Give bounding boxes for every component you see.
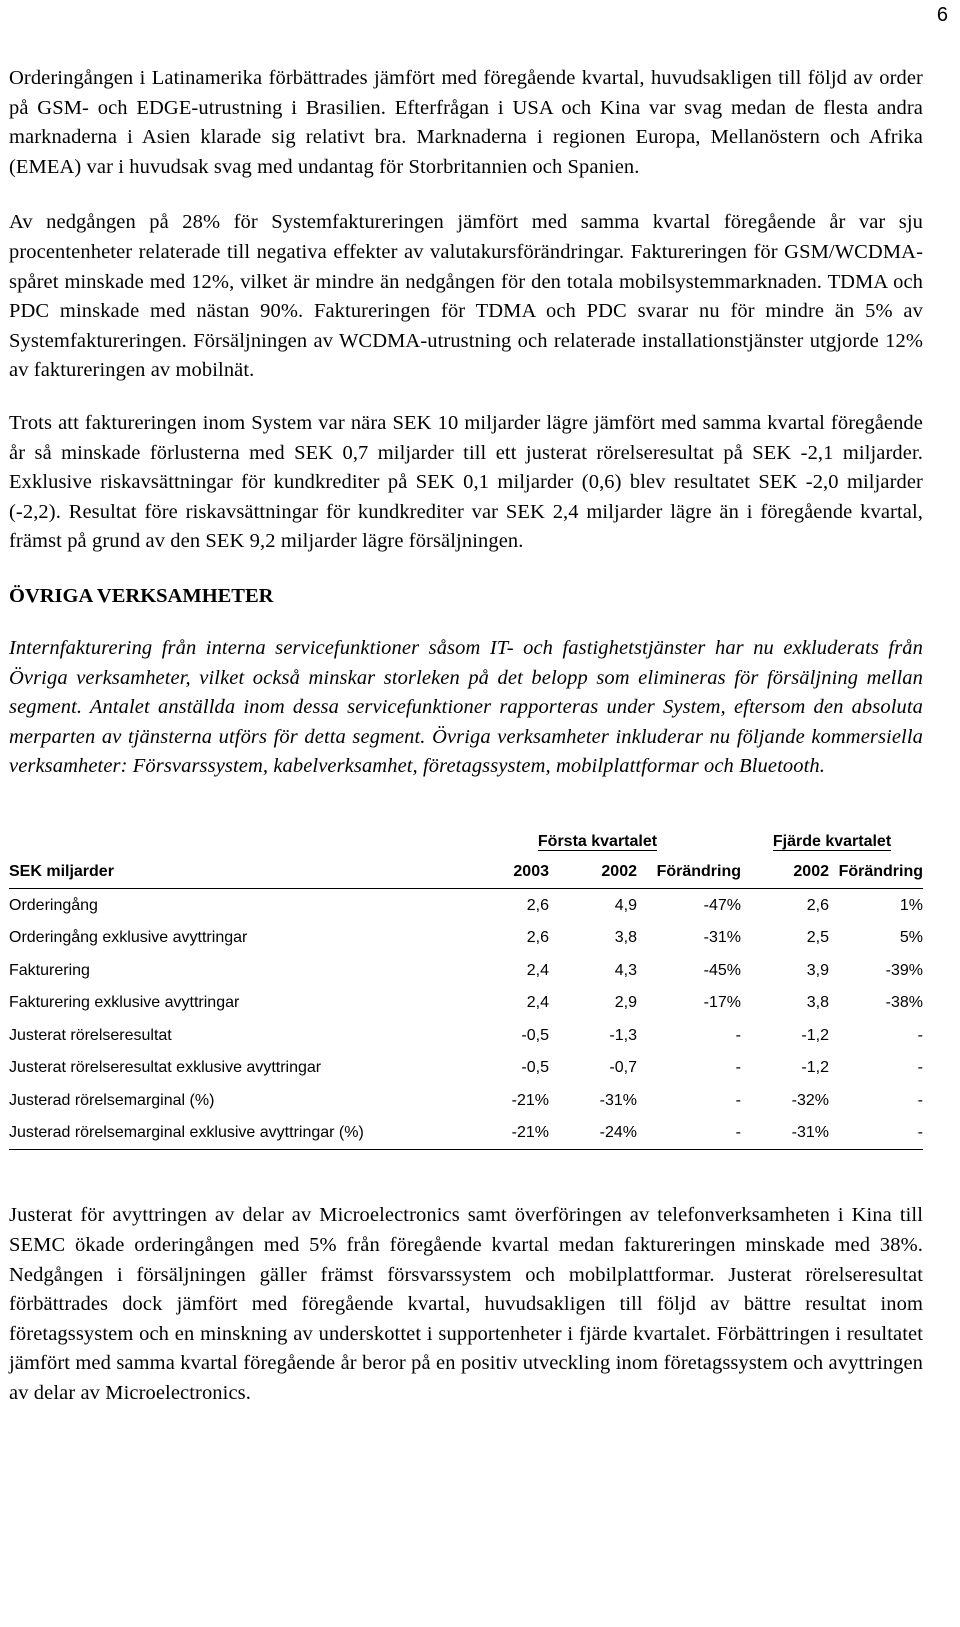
table-row bbox=[9, 1117, 923, 1150]
row-c4: 2,5 bbox=[806, 929, 829, 947]
section-heading: ÖVRIGA VERKSAMHETER bbox=[9, 584, 274, 607]
row-c3: -17% bbox=[703, 994, 741, 1012]
row-c3: - bbox=[735, 1026, 741, 1044]
row-label: Fakturering bbox=[9, 961, 90, 979]
row-c1: -0,5 bbox=[521, 1059, 549, 1077]
row-c4: -32% bbox=[791, 1091, 829, 1109]
table-row bbox=[9, 889, 923, 922]
group-header-first-quarter: Första kvartalet bbox=[537, 832, 658, 850]
row-c1: 2,6 bbox=[526, 929, 549, 947]
row-c1: 2,4 bbox=[526, 961, 549, 979]
row-label: Justerat rörelseresultat exklusive avyttringar bbox=[9, 1059, 322, 1077]
header-c4: 2002 bbox=[741, 856, 829, 889]
paragraph-systems-result: Trots att faktureringen inom System var nära SEK 10 miljarder lägre jämfört med samma kvartal föregående år så minskade förlusterna med SEK 0,7 miljarder till ett justerat rörelseresultat på SEK -2,1 miljarder. Exklusive riskavsättningar för kundkrediter på SEK 0,1 miljarder (0,6) blev resultatet SEK -2,0 miljarder (-2,2). Resultat före riskavsättningar för kundkrediter var SEK 2,4 miljarder lägre än i föregående kvartal, främst på grund av den SEK 9,2 miljarder lägre försäljningen. bbox=[9, 411, 923, 553]
table-group-header-row bbox=[9, 828, 923, 856]
row-c2: -1,3 bbox=[609, 1026, 637, 1044]
header-c2: 2002 bbox=[549, 856, 637, 889]
row-c5: - bbox=[917, 1026, 923, 1044]
paragraph-latin-america: Orderingången i Latinamerika förbättrades jämfört med föregående kvartal, huvudsakligen till följd av order på GSM- och EDGE-utrustning i Brasilien. Efterfrågan i USA och Kina var svag medan de flesta andra marknaderna i Asien klarade sig relativt bra. Marknaderna i regionen Europa, Mellanöstern och Afrika (EMEA) var i huvudsak svag med undantag för Storbritannien och Spanien. bbox=[9, 67, 923, 178]
paragraph-systems-billing: Av nedgången på 28% för Systemfaktureringen jämfört med samma kvartal föregående år var sju procentenheter relaterade till negativa effekter av valutakursförändringar. Faktureringen för GSM/WCDMA-spåret minskade med 12%, vilket är mindre än nedgången för den totala mobilsystemmarknaden. TDMA och PDC minskade med nästan 90%. Faktureringen för TDMA och PDC svarar nu för mindre än 5% av Systemfaktureringen. Försäljningen av WCDMA-utrustning och relaterade installationstjänster utgjorde 12% av faktureringen av mobilnät. bbox=[9, 211, 923, 382]
row-c5: -39% bbox=[885, 961, 923, 979]
paragraph-other-operations-result: Justerat för avyttringen av delar av Microelectronics samt överföringen av telefonverksamheten i Kina till SEMC ökade orderingången med 5% från föregående kvartal medan faktureringen minskade med 38%. Nedgången i försäljningen gäller främst försvarssystem och mobilplattformar. Justerat rörelseresultat förbättrades dock jämfört med föregående kvartal, huvudsakligen till följd av bättre resultat inom företagssystem och en minskning av underskottet i supportenheter i fjärde kvartalet. Förbättringen i resultatet jämfört med samma kvartal föregående år beror på en positiv utveckling inom företagssystem och avyttringen av delar av Microelectronics. bbox=[9, 1204, 923, 1404]
header-c1: 2003 bbox=[454, 856, 549, 889]
table-row bbox=[9, 1052, 923, 1085]
row-c3: - bbox=[735, 1091, 741, 1109]
row-c5: - bbox=[829, 1117, 923, 1150]
header-c5: Förändring bbox=[829, 856, 923, 889]
row-c5: -38% bbox=[885, 994, 923, 1012]
row-label: Fakturering exklusive avyttringar bbox=[9, 994, 240, 1012]
paragraph-other-operations-intro: Internfakturering från interna servicefunktioner såsom IT- och fastighetstjänster har nu exkluderats från Övriga verksamheter, vilket också minskar storleken på det belopp som elimineras för försäljning mellan segment. Antalet anställda inom dessa servicefunktioner rapporteras under System, eftersom den absoluta merparten av tjänsterna utförs för detta segment. Övriga verksamheter inkluderar nu följande kommersiella verksamheter: Försvarssystem, kabelverksamhet, företagssystem, mobilplattformar och Bluetooth. bbox=[9, 636, 923, 778]
row-c2: -0,7 bbox=[609, 1059, 637, 1077]
row-c2: -31% bbox=[599, 1091, 637, 1109]
row-label: Orderingång exklusive avyttringar bbox=[9, 929, 248, 947]
page-number: 6 bbox=[936, 4, 948, 26]
header-c3: Förändring bbox=[637, 856, 741, 889]
table-row bbox=[9, 922, 923, 955]
row-c5: 5% bbox=[899, 929, 923, 947]
row-c4: 3,8 bbox=[806, 994, 829, 1012]
row-label: Justerad rörelsemarginal exklusive avyttringar (%) bbox=[9, 1117, 454, 1150]
row-c3: -47% bbox=[703, 896, 741, 914]
row-c2: -24% bbox=[549, 1117, 637, 1150]
table-header-row bbox=[9, 856, 923, 889]
row-label: Justerat rörelseresultat bbox=[9, 1026, 172, 1044]
row-c3: -31% bbox=[703, 929, 741, 947]
group-header-fourth-quarter: Fjärde kvartalet bbox=[772, 832, 892, 850]
row-c4: -1,2 bbox=[801, 1059, 829, 1077]
row-label: Orderingång bbox=[9, 896, 98, 914]
row-c1: -21% bbox=[511, 1091, 549, 1109]
row-c1: 2,6 bbox=[526, 896, 549, 914]
document-body bbox=[9, 64, 923, 1409]
row-c5: 1% bbox=[899, 896, 923, 914]
header-label: SEK miljarder bbox=[9, 856, 454, 889]
row-c2: 3,8 bbox=[614, 929, 637, 947]
table-row bbox=[9, 987, 923, 1020]
row-c4: -31% bbox=[741, 1117, 829, 1150]
row-c4: 3,9 bbox=[806, 961, 829, 979]
row-c2: 2,9 bbox=[614, 994, 637, 1012]
row-c5: - bbox=[917, 1059, 923, 1077]
row-c1: -21% bbox=[454, 1117, 549, 1150]
row-c4: 2,6 bbox=[806, 896, 829, 914]
row-c3: - bbox=[637, 1117, 741, 1150]
row-c2: 4,9 bbox=[614, 896, 637, 914]
row-c2: 4,3 bbox=[614, 961, 637, 979]
row-label: Justerad rörelsemarginal (%) bbox=[9, 1091, 215, 1109]
row-c1: 2,4 bbox=[526, 994, 549, 1012]
row-c3: -45% bbox=[703, 961, 741, 979]
row-c3: - bbox=[735, 1059, 741, 1077]
table-row bbox=[9, 1084, 923, 1117]
row-c5: - bbox=[917, 1091, 923, 1109]
financial-table bbox=[9, 828, 923, 1151]
table-row bbox=[9, 1019, 923, 1052]
row-c1: -0,5 bbox=[521, 1026, 549, 1044]
table-row bbox=[9, 954, 923, 987]
row-c4: -1,2 bbox=[801, 1026, 829, 1044]
